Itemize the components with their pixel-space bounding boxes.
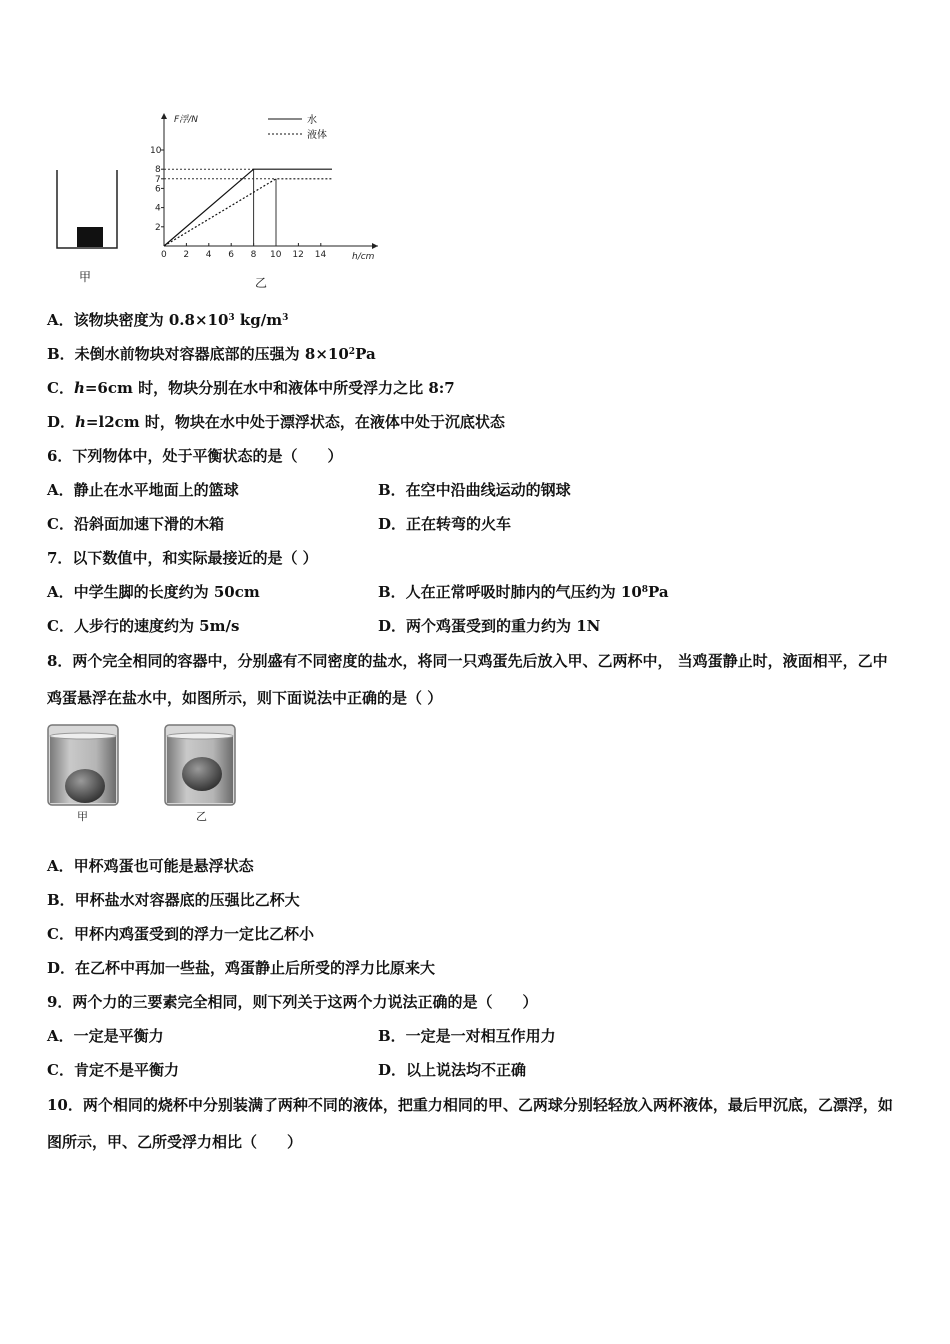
q7-option-a: A．中学生脚的长度约为 50cm xyxy=(47,583,260,601)
y-axis-label: F浮/N xyxy=(174,115,198,125)
q5-option-a: A．该物块密度为 $0.8\times 10^3$ $kg/m^3$ xyxy=(47,311,289,329)
q10-stem: 10．两个相同的烧杯中分别装满了两种不同的液体，把重力相同的甲、乙两球分别轻轻放入两杯液体，最后甲沉底，乙漂浮，如图所示，甲、乙所受浮力相比（ ） xyxy=(47,1096,893,1151)
q9-stem: 9．两个力的三要素完全相同，则下列关于这两个力说法正确的是（ ） xyxy=(47,993,538,1011)
q9-option-b: B．一定是一对相互作用力 xyxy=(378,1027,556,1045)
x-tick-label: 14 xyxy=(314,250,327,260)
figure-jia-label: 甲 xyxy=(79,270,92,284)
beaker-jia xyxy=(48,725,118,805)
q6-option-b: B．在空中沿曲线运动的钢球 xyxy=(378,481,571,499)
q6-option-a: A．静止在水平地面上的篮球 xyxy=(47,481,239,499)
y-tick-label: 8 xyxy=(155,165,161,176)
q5-option-b: B．未倒水前物块对容器底部的压强为 $8\times 10^2Pa$ xyxy=(47,345,376,363)
container-figure xyxy=(50,165,130,255)
q5-option-c: C．h=6cm 时，物块分别在水中和液体中所受浮力之比 8:7 xyxy=(47,379,455,397)
x-tick-label: 2 xyxy=(183,250,190,260)
q6-option-c: C．沿斜面加速下滑的木箱 xyxy=(47,515,224,533)
q8-option-a: A．甲杯鸡蛋也可能是悬浮状态 xyxy=(47,857,254,875)
q5-option-d: D．h=l2cm 时，物块在水中处于漂浮状态，在液体中处于沉底状态 xyxy=(47,413,505,431)
q7-option-b: B．人在正常呼吸时肺内的气压约为 $10^8Pa$ xyxy=(378,583,669,601)
egg-jia xyxy=(65,769,105,803)
beaker-yi xyxy=(165,725,235,805)
q8-option-b: B．甲杯盐水对容器底的压强比乙杯大 xyxy=(47,891,300,909)
beaker-jia-label: 甲 xyxy=(77,810,88,823)
legend-liquid-label: 液体 xyxy=(307,130,327,141)
y-tick-label: 4 xyxy=(155,203,161,214)
series-liquid-line xyxy=(164,179,332,246)
y-tick-label: 7 xyxy=(155,174,161,185)
q7-option-d: D．两个鸡蛋受到的重力约为 1N xyxy=(378,617,601,635)
q8-option-c: C．甲杯内鸡蛋受到的浮力一定比乙杯小 xyxy=(47,925,314,943)
x-tick-label: 6 xyxy=(228,250,234,260)
y-tick-label: 6 xyxy=(155,184,161,195)
series-water-line xyxy=(164,169,332,246)
legend-water-label: 水 xyxy=(307,115,317,126)
y-tick-label: 10 xyxy=(150,146,162,156)
q6-option-d: D．正在转弯的火车 xyxy=(378,515,512,533)
figure-yi-label: 乙 xyxy=(255,276,268,290)
beakers-figure xyxy=(45,722,240,812)
x-tick-label: 0 xyxy=(161,250,167,260)
y-axis-arrow xyxy=(161,113,167,119)
x-tick-label: 8 xyxy=(250,250,257,260)
q6-stem: 6．下列物体中，处于平衡状态的是（ ） xyxy=(47,447,343,465)
beaker-yi-label: 乙 xyxy=(196,810,207,823)
x-tick-label: 4 xyxy=(205,250,212,260)
buoyancy-chart xyxy=(140,105,390,265)
q8-option-d: D．在乙杯中再加一些盐，鸡蛋静止后所受的浮力比原来大 xyxy=(47,959,436,977)
q9-option-d: D．以上说法均不正确 xyxy=(378,1061,527,1079)
q9-option-c: C．肯定不是平衡力 xyxy=(47,1061,179,1079)
q9-option-a: A．一定是平衡力 xyxy=(47,1027,164,1045)
q7-option-c: C．人步行的速度约为 5m/s xyxy=(47,617,240,635)
y-tick-label: 2 xyxy=(155,222,161,233)
q8-stem: 8．两个完全相同的容器中，分别盛有不同密度的盐水，将同一只鸡蛋先后放入甲、乙两杯中， 当鸡蛋静止时，液面相平，乙中鸡蛋悬浮在盐水中，如图所示，则下面说法中正确的是（ ） xyxy=(47,652,888,707)
x-tick-label: 10 xyxy=(270,250,282,260)
egg-yi xyxy=(182,757,222,791)
x-axis-label: h/cm xyxy=(352,252,375,262)
x-axis-arrow xyxy=(372,243,378,249)
x-tick-label: 12 xyxy=(292,250,304,260)
q7-stem: 7．以下数值中，和实际最接近的是（ ） xyxy=(47,549,318,567)
